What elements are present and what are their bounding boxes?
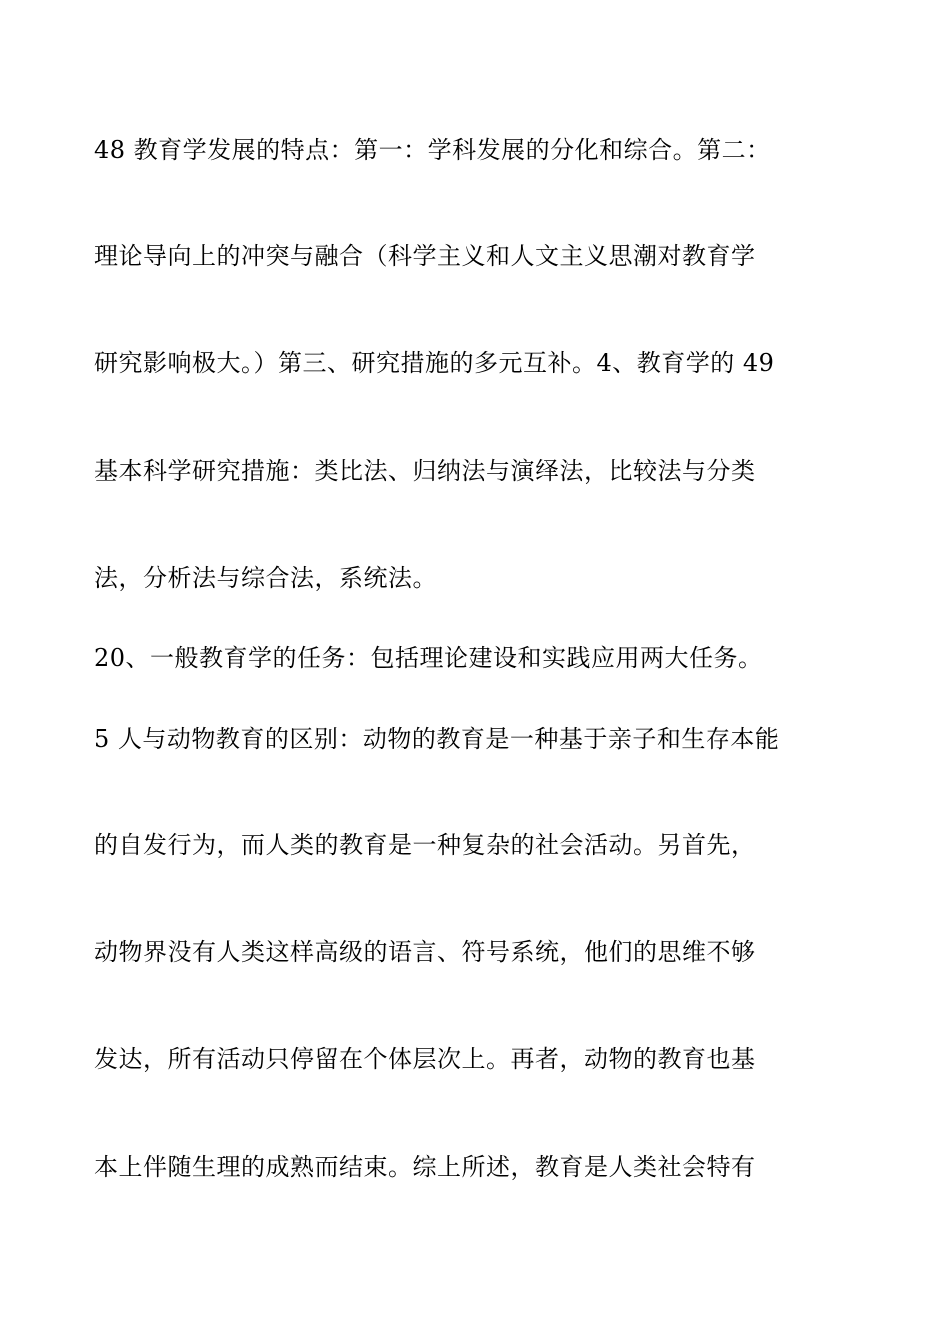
text-line: 本上伴随生理的成熟而结束。综上所述，教育是人类社会特有: [94, 1153, 756, 1181]
text-line: 动物界没有人类这样高级的语言、符号系统，他们的思维不够: [94, 938, 756, 966]
text-line: 理论导向上的冲突与融合（科学主义和人文主义思潮对教育学: [94, 242, 756, 270]
text-line: 5 人与动物教育的区别：动物的教育是一种基于亲子和生存本能: [94, 725, 780, 753]
text-line: 的自发行为，而人类的教育是一种复杂的社会活动。另首先，: [94, 831, 756, 859]
text-line: 研究影响极大。）第三、研究措施的多元互补。4、教育学的 49: [94, 349, 775, 377]
text-line: 法，分析法与综合法，系统法。: [94, 564, 437, 592]
text-line: 发达，所有活动只停留在个体层次上。再者，动物的教育也基: [94, 1045, 756, 1073]
text-line: 基本科学研究措施：类比法、归纳法与演绎法，比较法与分类: [94, 457, 756, 485]
text-line: 20、一般教育学的任务：包括理论建设和实践应用两大任务。: [94, 644, 763, 672]
text-line: 48 教育学发展的特点：第一：学科发展的分化和综合。第二：: [94, 136, 771, 164]
